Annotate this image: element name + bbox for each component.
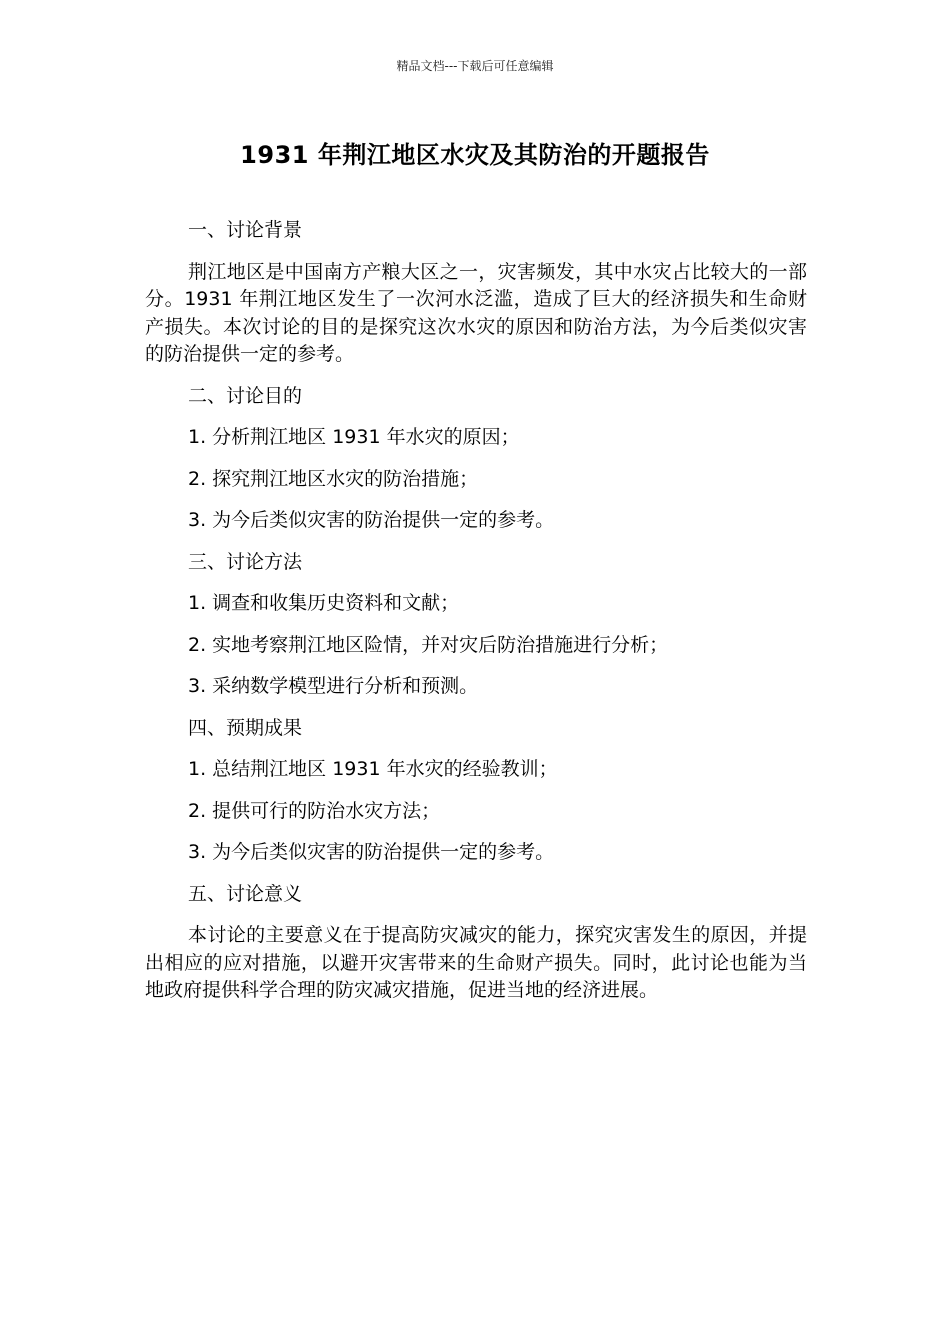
list-item-purpose-2: 2. 探究荆江地区水灾的防治措施； (188, 467, 479, 490)
list-item-results-2: 2. 提供可行的防治水灾方法； (188, 799, 441, 822)
section-heading-method: 三、讨论方法 (188, 550, 303, 573)
document-title: 1931 年荆江地区水灾及其防治的开题报告 (240, 141, 710, 169)
section-heading-purpose: 二、讨论目的 (188, 384, 303, 407)
section-heading-significance: 五、讨论意义 (188, 882, 303, 905)
list-item-method-3: 3. 采纳数学模型进行分析和预测。 (188, 675, 479, 697)
list-item-results-1: 1. 总结荆江地区 1931 年水灾的经验教训； (188, 758, 558, 780)
list-item-purpose-1: 1. 分析荆江地区 1931 年水灾的原因； (188, 426, 520, 448)
document-body (145, 217, 807, 1019)
list-item-results-3: 3. 为今后类似灾害的防治提供一定的参考。 (188, 841, 555, 863)
paragraph-significance: 本讨论的主要意义在于提高防灾减灾的能力，探究灾害发生的原因，并提出相应的应对措施，以避开灾害带来的生命财产损失。同时，此讨论也能为当地政府提供科学合理的防灾减灾措施，促进当地的经济进展。 (145, 924, 807, 1001)
list-item-method-1: 1. 调查和收集历史资料和文献； (188, 592, 460, 614)
list-item-method-2: 2. 实地考察荆江地区险情，并对灾后防治措施进行分析； (188, 633, 669, 656)
header-note: 精品文档---下载后可任意编辑 (396, 59, 554, 73)
list-item-purpose-3: 3. 为今后类似灾害的防治提供一定的参考。 (188, 509, 555, 531)
section-heading-results: 四、预期成果 (188, 716, 303, 739)
section-heading-background: 一、讨论背景 (188, 219, 303, 241)
paragraph-background: 荆江地区是中国南方产粮大区之一，灾害频发，其中水灾占比较大的一部分。1931 年荆江地区发生了一次河水泛滥，造成了巨大的经济损失和生命财产损失。本次讨论的目的是探究这次水灾的原因和防治方法，为今后类似灾害的防治提供一定的参考。 (145, 260, 807, 365)
